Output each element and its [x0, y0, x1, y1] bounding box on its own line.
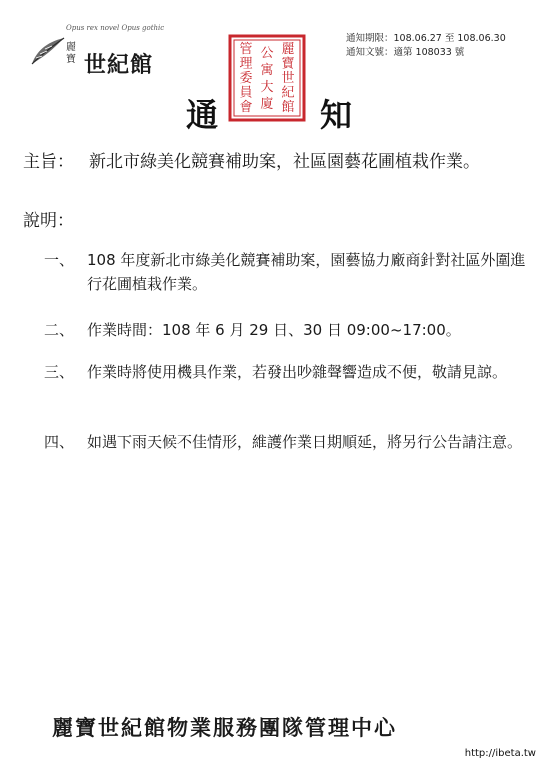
footer-issuer: 麗寶世紀館物業服務團隊管理中心 — [52, 716, 397, 740]
item-number: 三、 — [44, 363, 75, 381]
seal-character: 公 — [260, 46, 274, 61]
seal-character: 會 — [239, 100, 253, 115]
notice-period: 通知期限：108.06.27 至 108.06.30 — [346, 33, 506, 44]
seal-character: 館 — [281, 100, 295, 115]
seal-character: 員 — [239, 85, 253, 101]
seal-character: 委 — [239, 71, 253, 86]
watermark: http://ibeta.tw — [464, 748, 536, 759]
seal-character: 廈 — [260, 97, 274, 112]
seal-character: 紀 — [281, 85, 295, 101]
seal-character: 大 — [260, 80, 274, 95]
notice-meta — [346, 32, 506, 60]
logo-script-text: Opus rex novel Opus gothic — [66, 24, 165, 32]
seal-character: 理 — [239, 56, 253, 72]
seal-character: 麗 — [281, 42, 295, 57]
subject-label: 主旨： — [23, 152, 74, 172]
seal-character: 管 — [239, 42, 253, 57]
company-logo — [30, 24, 170, 84]
description-label: 說明： — [23, 211, 74, 231]
item-number: 二、 — [44, 321, 75, 339]
subject-text: 新北市綠美化競賽補助案，社區園藝花圃植栽作業。 — [89, 152, 480, 172]
seal-character: 寶 — [281, 56, 295, 72]
item-number: 四、 — [44, 433, 75, 451]
notice-document-number: 通知文號：適第 108033 號 — [346, 47, 465, 58]
logo-small-text: 麗寶 — [66, 42, 76, 65]
item-text: 如遇下雨天候不佳情形，維護作業日期順延，將另行公告請注意。 — [87, 433, 523, 451]
logo-name: 世紀館 — [84, 53, 154, 78]
leaf-logo-icon — [30, 36, 66, 66]
item-number: 一、 — [44, 251, 75, 269]
seal-character: 世 — [281, 71, 295, 86]
item-text: 108 年度新北市綠美化競賽補助案，園藝協力廠商針對社區外圍進行花圃植栽作業。 — [87, 251, 526, 293]
title-char-2: 知 — [320, 96, 353, 134]
item-text: 作業時將使用機具作業，若發出吵雜聲響造成不便，敬請見諒。 — [87, 363, 508, 381]
title-char-1: 通 — [186, 96, 219, 134]
item-text: 作業時間：108 年 6 月 29 日、30 日 09:00~17:00。 — [87, 321, 461, 339]
seal-character: 寓 — [260, 63, 274, 78]
official-seal-stamp — [228, 34, 306, 122]
